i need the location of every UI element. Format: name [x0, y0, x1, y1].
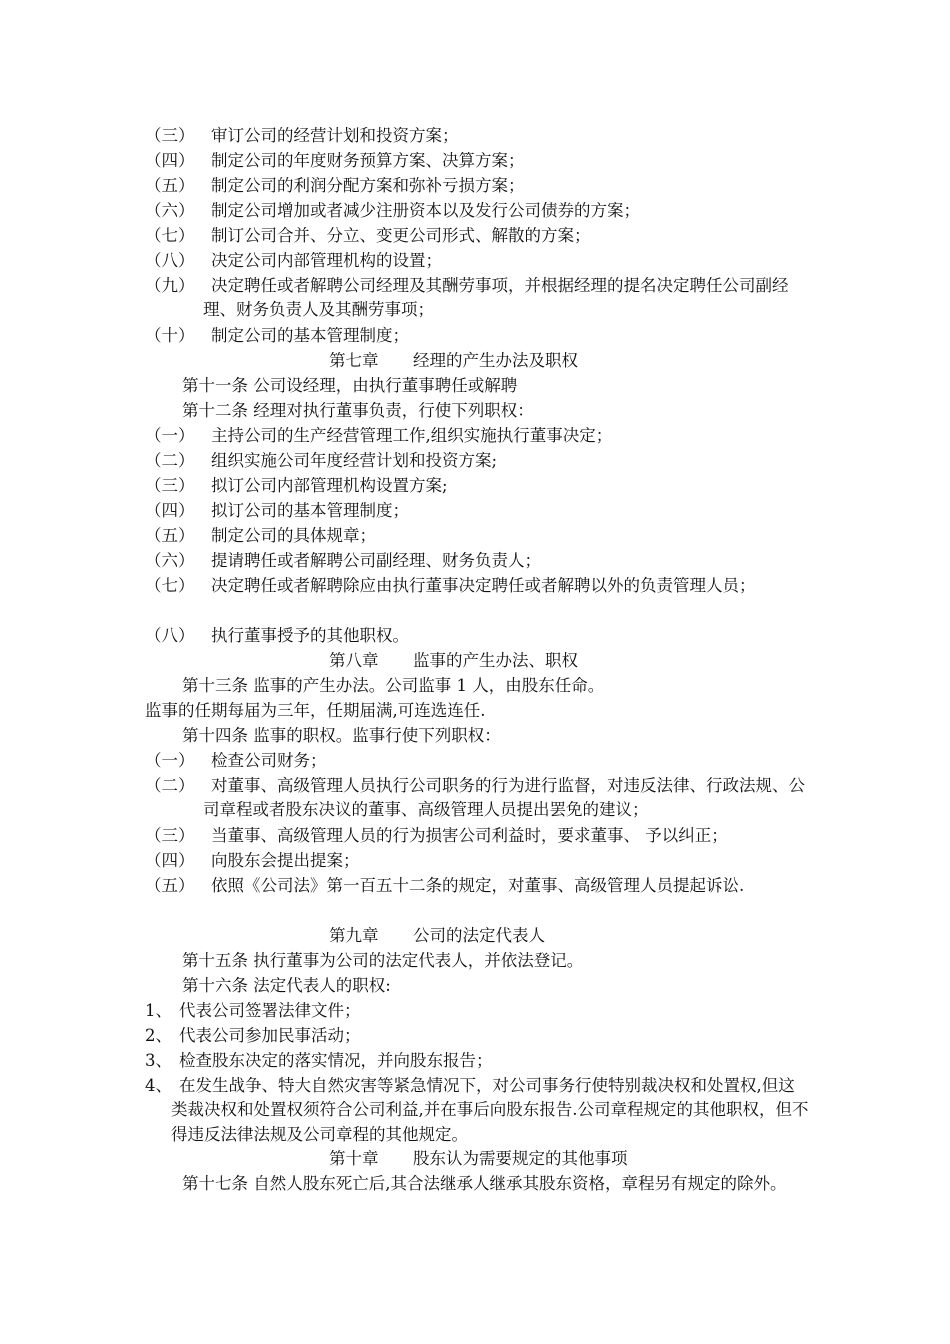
- list-item: [145, 824, 810, 848]
- chapter-title: 公司的法定代表人: [413, 926, 545, 945]
- chapter-title: 经理的产生办法及职权: [413, 351, 578, 370]
- item-text: 检查股东决定的落实情况，并向股东报告；: [179, 1051, 493, 1070]
- article-paragraph: 第十七条 自然人股东死亡后,其合法继承人继承其股东资格，章程另有规定的除外。: [182, 1174, 787, 1193]
- item-text: 制定公司的基本管理制度；: [211, 326, 409, 345]
- item-number: （二）: [145, 451, 195, 470]
- list-item: [145, 224, 810, 248]
- article-continuation: 监事的任期每届为三年，任期届满,可连选连任.: [145, 701, 486, 720]
- item-number: （五）: [145, 526, 195, 545]
- list-item: [145, 749, 810, 773]
- item-number: （十）: [145, 326, 195, 345]
- item-number: （七）: [145, 226, 195, 245]
- list-item: [145, 449, 810, 473]
- list-item: [145, 124, 810, 148]
- item-number: （三）: [145, 826, 195, 845]
- item-number: 2、: [145, 1026, 172, 1045]
- item-text: 提请聘任或者解聘公司副经理、财务负责人；: [211, 551, 541, 570]
- item-number: （四）: [145, 151, 195, 170]
- chapter-number: 第七章: [329, 351, 379, 370]
- item-number: 3、: [145, 1051, 172, 1070]
- item-text: 执行董事授予的其他职权。: [211, 626, 409, 645]
- item-text: 制定公司的具体规章；: [211, 526, 376, 545]
- list-item: [145, 624, 810, 648]
- item-text: 在发生战争、特大自然灾害等紧急情况下，对公司事务行使特别裁决权和处置权,但这类裁决权和处置权须符合公司利益,并在事后向股东报告.公司章程规定的其他职权，但不得违反法律法规及公司章程的其他规定。: [171, 1076, 809, 1144]
- article-paragraph: 第十一条 公司设经理，由执行董事聘任或解聘: [182, 376, 518, 395]
- item-number: （一）: [145, 426, 195, 445]
- item-text: 制订公司合并、分立、变更公司形式、解散的方案；: [211, 226, 591, 245]
- list-item: [145, 1074, 810, 1147]
- chapter-title: 股东认为需要规定的其他事项: [413, 1149, 628, 1168]
- article-paragraph: 第十六条 法定代表人的职权:: [182, 976, 391, 995]
- list-item: [145, 324, 810, 348]
- list-item: [145, 774, 810, 823]
- list-item: [145, 1049, 810, 1073]
- item-text: 拟订公司的基本管理制度；: [211, 501, 409, 520]
- chapter-number: 第十章: [329, 1149, 379, 1168]
- item-number: （八）: [145, 626, 195, 645]
- list-item: [145, 499, 810, 523]
- item-text: 制定公司的利润分配方案和弥补亏损方案；: [211, 176, 525, 195]
- item-number: （八）: [145, 251, 195, 270]
- item-number: （五）: [145, 176, 195, 195]
- list-item: [145, 149, 810, 173]
- item-number: （三）: [145, 126, 195, 145]
- item-number: （六）: [145, 551, 195, 570]
- article-paragraph: 第十五条 执行董事为公司的法定代表人，并依法登记。: [182, 951, 584, 970]
- item-text: 制定公司的年度财务预算方案、决算方案；: [211, 151, 525, 170]
- list-item: [145, 524, 810, 548]
- article-paragraph: 第十四条 监事的职权。监事行使下列职权：: [182, 726, 501, 745]
- list-item: [145, 574, 810, 598]
- list-item: [145, 549, 810, 573]
- item-text: 向股东会提出提案；: [211, 851, 360, 870]
- item-text: 制定公司增加或者减少注册资本以及发行公司债券的方案；: [211, 201, 640, 220]
- list-item: [145, 849, 810, 873]
- list-item: [145, 199, 810, 223]
- item-text: 审订公司的经营计划和投资方案；: [211, 126, 459, 145]
- item-number: （四）: [145, 851, 195, 870]
- item-number: （二）: [145, 776, 195, 795]
- list-item: [145, 474, 810, 498]
- list-item: [145, 274, 810, 323]
- item-number: （五）: [145, 876, 195, 895]
- item-text: 当董事、高级管理人员的行为损害公司利益时，要求董事、 予以纠正；: [211, 826, 728, 845]
- item-text: 决定聘任或者解聘除应由执行董事决定聘任或者解聘以外的负责管理人员；: [211, 576, 756, 595]
- item-number: 1、: [145, 1001, 172, 1020]
- item-text: 代表公司签署法律文件；: [179, 1001, 361, 1020]
- item-text: 拟订公司内部管理机构设置方案;: [211, 476, 448, 495]
- list-item: [145, 1024, 810, 1048]
- item-number: （一）: [145, 751, 195, 770]
- chapter-title: 监事的产生办法、职权: [413, 651, 578, 670]
- list-item: [145, 174, 810, 198]
- item-number: （三）: [145, 476, 195, 495]
- list-item: [145, 999, 810, 1023]
- item-text: 决定公司内部管理机构的设置；: [211, 251, 442, 270]
- item-text: 代表公司参加民事活动；: [179, 1026, 361, 1045]
- article-paragraph: 第十二条 经理对执行董事负责，行使下列职权：: [182, 401, 534, 420]
- chapter-number: 第八章: [329, 651, 379, 670]
- item-number: （六）: [145, 201, 195, 220]
- item-text: 组织实施公司年度经营计划和投资方案;: [211, 451, 498, 470]
- article-paragraph: 第十三条 监事的产生办法。公司监事 1 人，由股东任命。: [182, 676, 605, 695]
- list-item: [145, 874, 810, 898]
- item-text: 决定聘任或者解聘公司经理及其酬劳事项，并根据经理的提名决定聘任公司副经理、财务负责人及其酬劳事项；: [203, 276, 789, 320]
- item-number: （七）: [145, 576, 195, 595]
- list-item: [145, 424, 810, 448]
- item-text: 对董事、高级管理人员执行公司职务的行为进行监督，对违反法律、行政法规、公司章程或者股东决议的董事、高级管理人员提出罢免的建议；: [203, 776, 805, 820]
- item-number: （四）: [145, 501, 195, 520]
- item-text: 主持公司的生产经营管理工作,组织实施执行董事决定；: [211, 426, 613, 445]
- chapter-number: 第九章: [329, 926, 379, 945]
- item-text: 依照《公司法》第一百五十二条的规定，对董事、高级管理人员提起诉讼.: [211, 876, 745, 895]
- item-number: （九）: [145, 276, 195, 295]
- list-item: [145, 249, 810, 273]
- item-number: 4、: [145, 1076, 172, 1095]
- item-text: 检查公司财务；: [211, 751, 327, 770]
